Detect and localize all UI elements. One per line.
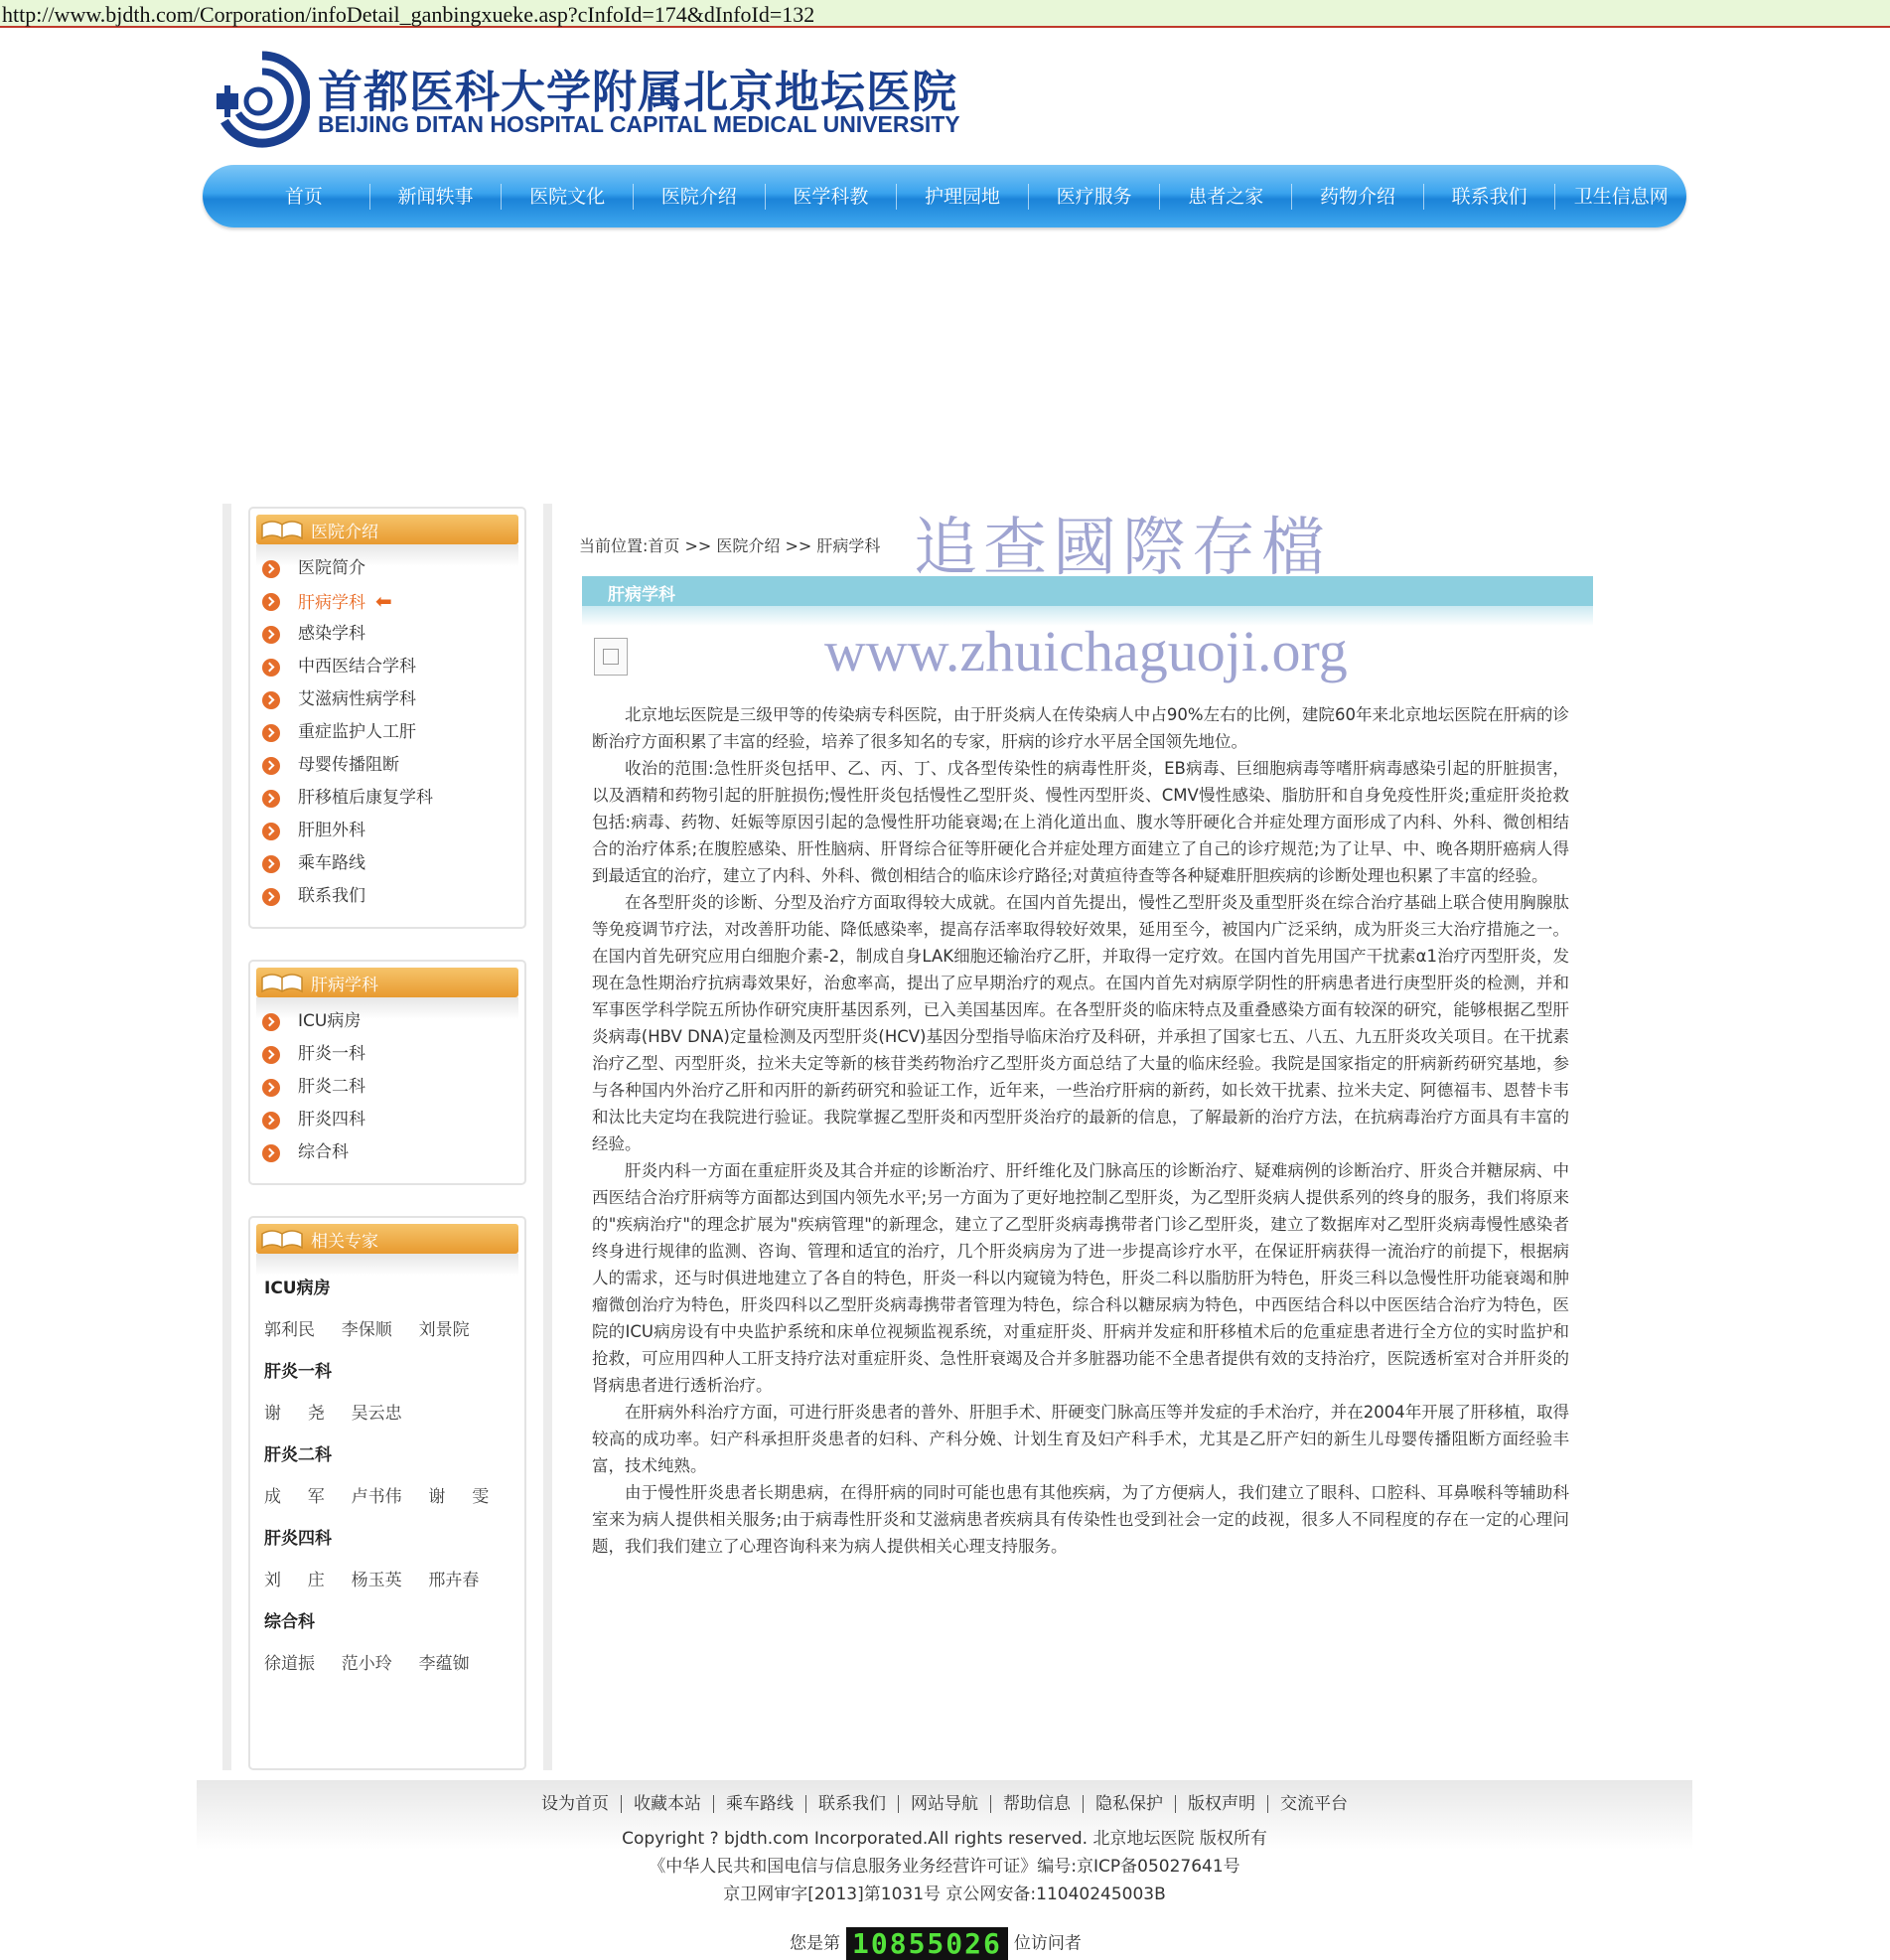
- menu-item-icu-liver[interactable]: [262, 716, 433, 749]
- logo-emblem-icon: [215, 50, 310, 149]
- sidebar-box-experts: [248, 1216, 526, 1770]
- menu-item-hepatitis-4[interactable]: [262, 1104, 365, 1136]
- expert-list: [264, 1268, 489, 1685]
- article-paragraph: 由于慢性肝炎患者长期患病，在得肝病的同时可能也患有其他疾病，为了方便病人，我们建立了眼科、口腔科、耳鼻喉科等辅助科室来为病人提供相关服务;由于病毒性肝炎和艾滋病患者疾病具有传染性也受到社会一定的歧视，很多人不同程度的存在一定的心理问题，我们我们建立了心理咨询科来为病人提供相关心理支持服务。: [592, 1483, 1569, 1556]
- address-bar[interactable]: [0, 0, 1890, 28]
- expert-group-title: 综合科: [264, 1612, 315, 1632]
- chevron-right-icon: [262, 659, 280, 677]
- expert-names[interactable]: 徐道振 范小玲 李蕴铷: [264, 1654, 470, 1674]
- footer-license: 《中华人民共和国电信与信息服务业务经营许可证》编号:京ICP备05027641号: [649, 1857, 1240, 1877]
- footer-link-privacy[interactable]: 隐私保护: [1084, 1795, 1176, 1813]
- section-title: 肝病学科: [608, 585, 675, 605]
- visitor-suffix: 位访问者: [1013, 1933, 1082, 1954]
- nav-home[interactable]: 首页: [238, 184, 370, 210]
- footer-link-sethome[interactable]: 设为首页: [529, 1795, 622, 1813]
- menu-label: 联系我们: [298, 886, 365, 906]
- article-paragraph: 在各型肝炎的诊断、分型及治疗方面取得较大成就。在国内首先提出，慢性乙型肝炎及重型肝炎在综合治疗基础上联合使用胸腺肽等免疫调节疗法，对改善肝功能、降低感染率，提高存活率取得较好效果，延用至今，被国内广泛采纳，成为肝炎三大治疗措施之一。在国内首先研究应用白细胞介素-2，制成自身LAK细胞还输治疗乙肝，并取得一定疗效。在国内首先用国产干扰素α1治疗丙型肝炎，发现在急性期治疗抗病毒效果好，治愈率高，提出了应早期治疗的观点。在国内首先对病原学阴性的肝病患者进行庚型肝炎的检测，并和军事医学科学院五所协作研究庚肝基因系列，已入美国基因库。在各型肝炎的临床特点及重叠感染方面有较深的研究，能够根据乙型肝炎病毒(HBV DNA)定量检测及丙型肝炎(HCV)基因分型指导临床治疗及科研，并承担了国家七五、八五、九五肝炎攻关项目。在干扰素治疗乙型、丙型肝炎，拉米夫定等新的核苷类药物治疗乙型肝炎方面总结了大量的临床经验。我院是国家指定的肝病新药研究基地，参与各种国内外治疗乙肝和丙肝的新药研究和验证工作，近年来，一些治疗肝病的新药，如长效干扰素、拉米夫定、阿德福韦、恩替卡韦和汰比夫定均在我院进行验证。我院掌握乙型肝炎和丙型肝炎治疗的最新的信息，了解最新的治疗方法，在抗病毒治疗方面具有丰富的经验。: [592, 893, 1569, 1153]
- menu-item-icu[interactable]: [262, 1005, 365, 1038]
- nav-nursing[interactable]: 护理园地: [897, 184, 1029, 210]
- menu-label: 艾滋病性病学科: [298, 689, 416, 709]
- menu-label: 肝胆外科: [298, 821, 365, 840]
- menu-item-intro[interactable]: [262, 552, 433, 585]
- main-nav: [203, 165, 1686, 227]
- nav-patient-home[interactable]: 患者之家: [1160, 184, 1292, 210]
- menu-label: 感染学科: [298, 624, 365, 644]
- article-paragraph: 在肝病外科治疗方面，可进行肝炎患者的普外、肝胆手术、肝硬变门脉高压等并发症的手术治疗，并在2004年开展了肝移植，取得较高的成功率。妇产科承担肝炎患者的妇科、产科分娩、计划生育及妇产科手术，尤其是乙肝产妇的新生儿母婴传播阻断方面经验丰富，技术纯熟。: [592, 1403, 1569, 1475]
- box-title: 相关专家: [311, 1232, 378, 1252]
- box-header: [256, 1224, 518, 1254]
- chevron-right-icon: [262, 724, 280, 742]
- box-title: 医院介绍: [311, 523, 378, 542]
- menu-label: 乘车路线: [298, 853, 365, 873]
- chevron-right-icon: [262, 757, 280, 775]
- chevron-right-icon: [262, 1046, 280, 1064]
- nav-science[interactable]: 医学科教: [766, 184, 898, 210]
- chevron-right-icon: [262, 1144, 280, 1162]
- sidebar-box-hospital-intro: [248, 507, 526, 929]
- menu-label: ICU病房: [298, 1011, 362, 1031]
- menu-label: 医院简介: [298, 558, 365, 578]
- footer-link-sitemap[interactable]: 网站导航: [899, 1795, 991, 1813]
- article-paragraph: 北京地坛医院是三级甲等的传染病专科医院，由于肝炎病人在传染病人中占90%左右的比例，建院60年来北京地坛医院在肝病的诊断治疗方面积累了丰富的经验，培养了很多知名的专家，肝病的诊疗水平居全国领先地位。: [592, 705, 1569, 751]
- menu-item-hepatitis-1[interactable]: [262, 1038, 365, 1071]
- menu-label: 肝病学科: [298, 593, 365, 613]
- menu-item-route[interactable]: [262, 847, 433, 880]
- visitor-counter: [790, 1927, 1082, 1960]
- book-icon: [260, 972, 304, 993]
- nav-contact[interactable]: 联系我们: [1424, 184, 1556, 210]
- expert-group-title: 肝炎四科: [264, 1529, 332, 1549]
- menu-label: 肝炎一科: [298, 1044, 365, 1064]
- menu-label: 中西医结合学科: [298, 657, 416, 677]
- watermark-chinese: 追查國際存檔: [914, 512, 1331, 585]
- chevron-right-icon: [262, 1112, 280, 1130]
- expert-names[interactable]: 成 军 卢书伟 谢 雯: [264, 1487, 490, 1507]
- chevron-right-icon: [262, 790, 280, 808]
- chevron-right-icon: [262, 1079, 280, 1097]
- footer-link-route[interactable]: 乘车路线: [714, 1795, 806, 1813]
- broken-image-icon: [594, 638, 628, 676]
- liver-dept-menu: [262, 1005, 365, 1169]
- expert-group-title: 肝炎一科: [264, 1362, 332, 1382]
- chevron-right-icon: [262, 1013, 280, 1031]
- nav-health-info[interactable]: 卫生信息网: [1573, 185, 1669, 208]
- sidebar-box-liver-dept: [248, 960, 526, 1185]
- menu-label: 重症监护人工肝: [298, 722, 416, 742]
- menu-label: 肝炎二科: [298, 1077, 365, 1097]
- nav-medical-service[interactable]: 医疗服务: [1029, 184, 1161, 210]
- chevron-right-icon: [262, 691, 280, 709]
- arrow-left-icon: ⬅: [375, 589, 392, 613]
- box-header: [256, 968, 518, 997]
- chevron-right-icon: [262, 593, 280, 611]
- menu-item-contact[interactable]: [262, 880, 433, 913]
- hospital-intro-menu: [262, 552, 433, 913]
- box-header: [256, 515, 518, 544]
- menu-item-hepatitis-2[interactable]: [262, 1071, 365, 1104]
- book-icon: [260, 1228, 304, 1250]
- footer-link-copyright[interactable]: 版权声明: [1176, 1795, 1268, 1813]
- expert-names[interactable]: 谢 尧 吴云忠: [264, 1404, 402, 1424]
- watermark-url: www.zhuichaguoji.org: [824, 619, 1348, 683]
- menu-label: 母婴传播阻断: [298, 755, 399, 775]
- nav-drugs[interactable]: 药物介绍: [1292, 184, 1424, 210]
- expert-group-title: 肝炎二科: [264, 1445, 332, 1465]
- menu-item-transplant[interactable]: [262, 782, 433, 815]
- chevron-right-icon: [262, 626, 280, 644]
- menu-item-maternal[interactable]: [262, 749, 433, 782]
- breadcrumb[interactable]: 当前位置:首页 >> 医院介绍 >> 肝病学科: [579, 536, 881, 555]
- article-paragraph: 肝炎内科一方面在重症肝炎及其合并症的诊断治疗、肝纤维化及门脉高压的诊断治疗、疑难病例的诊断治疗、肝炎合并糖尿病、中西医结合治疗肝病等方面都达到国内领先水平;另一方面为了更好地控制乙型肝炎，为乙型肝炎病人提供系列的终身的服务，我们将原来的"疾病治疗"的理念扩展为"疾病管理"的新理念，建立了乙型肝炎病毒携带者门诊乙型肝炎，建立了数据库对乙型肝炎病毒慢性感染者终身进行规律的监测、咨询、管理和适宜的治疗，几个肝炎病房为了进一步提高诊疗水平，在保证肝病获得一流治疗的前提下，根据病人的需求，还与时俱进地建立了各自的特色，肝炎一科以内窥镜为特色，肝炎二科以脂肪肝为特色，肝炎三科以急慢性肝功能衰竭和肿瘤微创治疗为特色，肝炎四科以乙型肝炎病毒携带者管理为特色，综合科以糖尿病为特色，中西医结合科以中医医结合治疗为特色，医院的ICU病房设有中央监护系统和床单位视频监视系统，对重症肝炎、肝病并发症和肝移植术后的危重症患者进行全方位的实时监护和抢救，可应用四种人工肝支持疗法对重症肝炎、急性肝衰竭及合并多脏器功能不全患者提供有效的支持治疗，医院透析室对合并肝炎的肾病患者进行透析治疗。: [592, 1161, 1569, 1395]
- visitor-count: 10855026: [846, 1927, 1008, 1960]
- footer-record: 京卫网审字[2013]第1031号 京公网安备:11040245003B: [723, 1885, 1166, 1904]
- logo-chinese-name: 首都医科大学附属北京地坛医院: [318, 66, 958, 118]
- footer-links: [197, 1794, 1692, 1814]
- chevron-right-icon: [262, 823, 280, 840]
- menu-item-liver[interactable]: [262, 585, 433, 618]
- expert-names[interactable]: 郭利民 李保顺 刘景院: [264, 1320, 470, 1340]
- visitor-prefix: 您是第: [790, 1933, 840, 1954]
- footer-link-bookmark[interactable]: 收藏本站: [622, 1795, 714, 1813]
- footer-link-contact[interactable]: 联系我们: [806, 1795, 899, 1813]
- footer-link-forum[interactable]: 交流平台: [1280, 1794, 1348, 1814]
- menu-label: 肝炎四科: [298, 1110, 365, 1130]
- menu-item-aids[interactable]: [262, 683, 433, 716]
- logo-english-name: BEIJING DITAN HOSPITAL CAPITAL MEDICAL UNIVERSITY: [318, 111, 960, 137]
- book-icon: [260, 519, 304, 540]
- menu-item-integrated[interactable]: [262, 651, 433, 683]
- box-title: 肝病学科: [311, 976, 378, 995]
- menu-item-surgery[interactable]: [262, 815, 433, 847]
- menu-label: 综合科: [298, 1142, 349, 1162]
- menu-label: 肝移植后康复学科: [298, 788, 433, 808]
- url-text: http://www.bjdth.com/Corporation/infoDetail_ganbingxueke.asp?cInfoId=174&dInfoId=132: [2, 2, 815, 27]
- menu-item-general[interactable]: [262, 1136, 365, 1169]
- article-body: [592, 701, 1569, 1560]
- chevron-right-icon: [262, 888, 280, 906]
- nav-culture[interactable]: 医院文化: [502, 184, 634, 210]
- nav-intro[interactable]: 医院介绍: [634, 184, 766, 210]
- expert-group-title: ICU病房: [264, 1279, 331, 1298]
- nav-news[interactable]: 新闻轶事: [370, 184, 503, 210]
- article-paragraph: 收治的范围:急性肝炎包括甲、乙、丙、丁、戊各型传染性的病毒性肝炎，EB病毒、巨细胞病毒等嗜肝病毒感染引起的肝脏损害，以及酒精和药物引起的肝脏损伤;慢性肝炎包括慢性乙型肝炎、慢性丙型肝炎、CMV慢性感染、脂肪肝和自身免疫性肝炎;重症肝炎抢救包括:病毒、药物、妊娠等原因引起的急慢性肝功能衰竭;在上消化道出血、腹水等肝硬化合并症处理方面形成了内科、外科、微创相结合的治疗体系;在腹腔感染、肝性脑病、肝肾综合征等肝硬化合并症处理方面建立了自己的诊疗规范;为了让早、中、晚各期肝癌病人得到最适宜的治疗，建立了内科、外科、微创相结合的临床诊疗路径;对黄疸待查等各种疑难肝胆疾病的诊断处理也积累了丰富的经验。: [592, 759, 1569, 885]
- footer-link-help[interactable]: 帮助信息: [991, 1795, 1084, 1813]
- hospital-logo[interactable]: [215, 50, 1009, 149]
- chevron-right-icon: [262, 560, 280, 578]
- expert-names[interactable]: 刘 庄 杨玉英 邢卉春: [264, 1571, 480, 1590]
- footer-copyright: Copyright ? bjdth.com Incorporated.All rights reserved. 北京地坛医院 版权所有: [622, 1829, 1267, 1849]
- menu-item-infection[interactable]: [262, 618, 433, 651]
- chevron-right-icon: [262, 855, 280, 873]
